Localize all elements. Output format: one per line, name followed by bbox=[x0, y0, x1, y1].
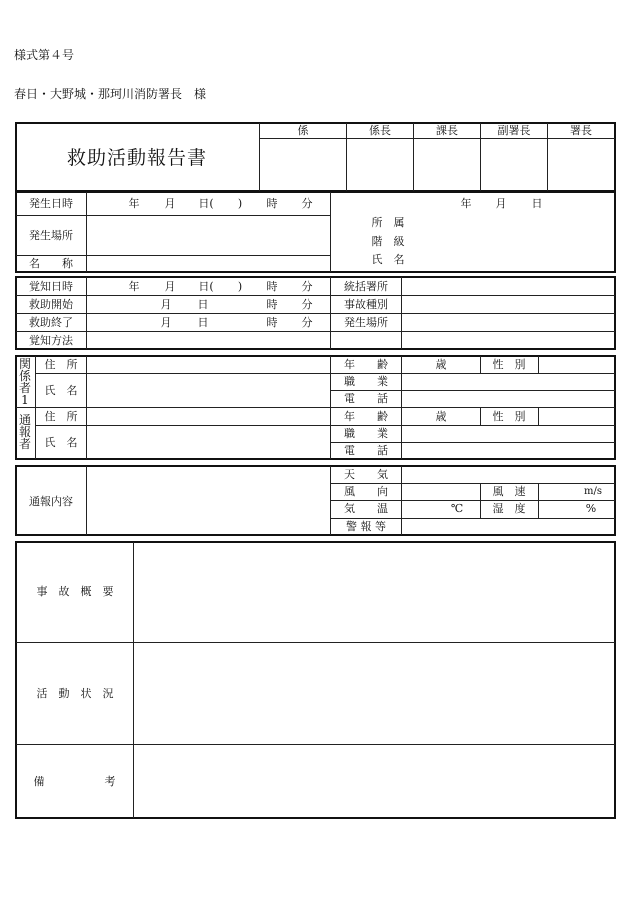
notifier-address-field[interactable] bbox=[87, 408, 330, 425]
station-field[interactable] bbox=[402, 278, 614, 295]
aware-method-field[interactable] bbox=[87, 332, 330, 348]
occ-day: 日( bbox=[198, 197, 214, 210]
accident-type-label: 事故種別 bbox=[344, 298, 388, 311]
notifier-address-label: 住 所 bbox=[44, 410, 78, 423]
stamp-box-fukushocho[interactable] bbox=[481, 140, 547, 190]
aware-month: 月 bbox=[164, 280, 176, 293]
notifier-label-1: 通 bbox=[18, 413, 31, 427]
related-address-label: 住 所 bbox=[44, 358, 78, 371]
remarks-label-1: 備 bbox=[33, 775, 45, 788]
notifier-label-3: 者 bbox=[18, 437, 31, 451]
start-hour: 時 bbox=[266, 298, 278, 311]
notifier-job-label: 職 業 bbox=[344, 427, 388, 440]
reporter-name-label: 氏 名 bbox=[371, 253, 405, 266]
approval-shocho: 署長 bbox=[570, 124, 592, 137]
related-age-label: 年 齢 bbox=[344, 358, 388, 371]
stamp-box-shocho[interactable] bbox=[548, 140, 614, 190]
temperature-label: 気 温 bbox=[344, 502, 388, 515]
warning-field[interactable] bbox=[402, 519, 614, 534]
wind-dir-label: 風 向 bbox=[344, 485, 388, 498]
notifier-phone-label: 電 話 bbox=[344, 444, 388, 457]
aware-year: 年 bbox=[128, 280, 140, 293]
occurrence-place-field[interactable] bbox=[87, 216, 330, 255]
accident-type-field[interactable] bbox=[402, 296, 614, 313]
rep-year: 年 bbox=[460, 197, 472, 210]
related-label-3: 者 bbox=[18, 381, 31, 395]
stamp-box-kakaricho[interactable] bbox=[347, 140, 413, 190]
temperature-field[interactable] bbox=[402, 501, 452, 518]
related-label-4: 1 bbox=[21, 393, 29, 407]
approval-kakaricho: 係長 bbox=[369, 124, 391, 137]
weather-label: 天 気 bbox=[344, 468, 388, 481]
occurrence-datetime-label: 発生日時 bbox=[29, 197, 73, 210]
notifier-phone-field[interactable] bbox=[402, 443, 614, 458]
form-number: 様式第４号 bbox=[14, 48, 75, 62]
wind-unit: m/s bbox=[584, 486, 602, 497]
rep-month: 月 bbox=[495, 197, 507, 210]
occurrence-place-label: 発生場所 bbox=[29, 229, 73, 242]
activity-status-label: 活 動 状 況 bbox=[36, 687, 114, 700]
notifier-years-old: 歳 bbox=[435, 410, 447, 423]
aware-hour: 時 bbox=[266, 280, 278, 293]
occ-hour: 時 bbox=[266, 197, 278, 210]
weather-field[interactable] bbox=[402, 467, 614, 483]
occ-minute: 分 bbox=[301, 197, 313, 210]
approval-fukushocho: 副署長 bbox=[497, 124, 531, 137]
end-minute: 分 bbox=[301, 316, 313, 329]
percent-unit: % bbox=[585, 502, 597, 515]
related-name-field[interactable] bbox=[87, 374, 330, 407]
aware-minute: 分 bbox=[301, 280, 313, 293]
aware-paren: ) bbox=[237, 280, 243, 293]
related-job-label: 職 業 bbox=[344, 375, 388, 388]
remarks-field[interactable] bbox=[134, 745, 614, 817]
addressee: 春日・大野城・那珂川消防署長 様 bbox=[14, 87, 207, 101]
notifier-job-field[interactable] bbox=[402, 426, 614, 442]
notifier-sex-label: 性 別 bbox=[492, 410, 526, 423]
wind-dir-field[interactable] bbox=[402, 484, 480, 500]
related-years-old: 歳 bbox=[435, 358, 447, 371]
report-content-label: 通報内容 bbox=[29, 495, 73, 508]
occ-month: 月 bbox=[164, 197, 176, 210]
accident-summary-field[interactable] bbox=[134, 543, 614, 642]
occurrence-name-field[interactable] bbox=[87, 256, 330, 272]
start-day: 日 bbox=[197, 298, 209, 311]
humidity-field[interactable] bbox=[539, 501, 585, 518]
approval-kacho: 課長 bbox=[436, 124, 458, 137]
humidity-label: 湿 度 bbox=[492, 502, 526, 515]
notifier-sex-field[interactable] bbox=[539, 408, 614, 425]
related-sex-field[interactable] bbox=[539, 357, 614, 373]
approval-kakari: 係 bbox=[297, 124, 309, 137]
end-month: 月 bbox=[160, 316, 172, 329]
notifier-label-2: 報 bbox=[18, 425, 31, 439]
report-content-field[interactable] bbox=[87, 466, 330, 534]
rescue-start-label: 救助開始 bbox=[29, 298, 73, 311]
remarks-label-2: 考 bbox=[104, 775, 116, 788]
celsius-unit: ℃ bbox=[450, 502, 464, 515]
related-name-label: 氏 名 bbox=[44, 384, 78, 397]
end-day: 日 bbox=[197, 316, 209, 329]
stamp-box-kakari[interactable] bbox=[260, 140, 346, 190]
reporter-rank-label: 階 級 bbox=[371, 235, 405, 248]
related-sex-label: 性 別 bbox=[492, 358, 526, 371]
related-label-2: 係 bbox=[18, 369, 31, 383]
times-place-label: 発生場所 bbox=[344, 316, 388, 329]
activity-status-field[interactable] bbox=[134, 643, 614, 744]
occ-paren: ) bbox=[237, 197, 243, 210]
start-minute: 分 bbox=[301, 298, 313, 311]
notifier-name-field[interactable] bbox=[87, 426, 330, 458]
end-hour: 時 bbox=[266, 316, 278, 329]
rescue-end-label: 救助終了 bbox=[29, 316, 73, 329]
notifier-name-label: 氏 名 bbox=[44, 436, 78, 449]
occurrence-name-label: 名 称 bbox=[29, 257, 73, 270]
station-label: 統括署所 bbox=[344, 280, 388, 293]
related-phone-label: 電 話 bbox=[344, 392, 388, 405]
reporter-info-field[interactable] bbox=[420, 214, 610, 270]
aware-datetime-label: 覚知日時 bbox=[29, 280, 73, 293]
page-title: 救助活動報告書 bbox=[66, 147, 208, 169]
occ-year: 年 bbox=[128, 197, 140, 210]
wind-speed-field[interactable] bbox=[539, 484, 583, 500]
warning-label: 警 報 等 bbox=[346, 520, 386, 533]
times-place-field[interactable] bbox=[402, 314, 614, 331]
related-address-field[interactable] bbox=[87, 357, 330, 373]
related-job-field[interactable] bbox=[402, 374, 614, 390]
related-label-1: 関 bbox=[18, 357, 31, 371]
aware-day: 日( bbox=[198, 280, 214, 293]
related-phone-field[interactable] bbox=[402, 391, 614, 407]
stamp-box-kacho[interactable] bbox=[414, 140, 480, 190]
reporter-affiliation-label: 所 属 bbox=[371, 216, 405, 229]
wind-speed-label: 風 速 bbox=[492, 485, 526, 498]
start-month: 月 bbox=[160, 298, 172, 311]
rep-day: 日 bbox=[531, 197, 543, 210]
accident-summary-label: 事 故 概 要 bbox=[36, 585, 114, 598]
notifier-age-label: 年 齢 bbox=[344, 410, 388, 423]
aware-method-label: 覚知方法 bbox=[29, 334, 73, 347]
